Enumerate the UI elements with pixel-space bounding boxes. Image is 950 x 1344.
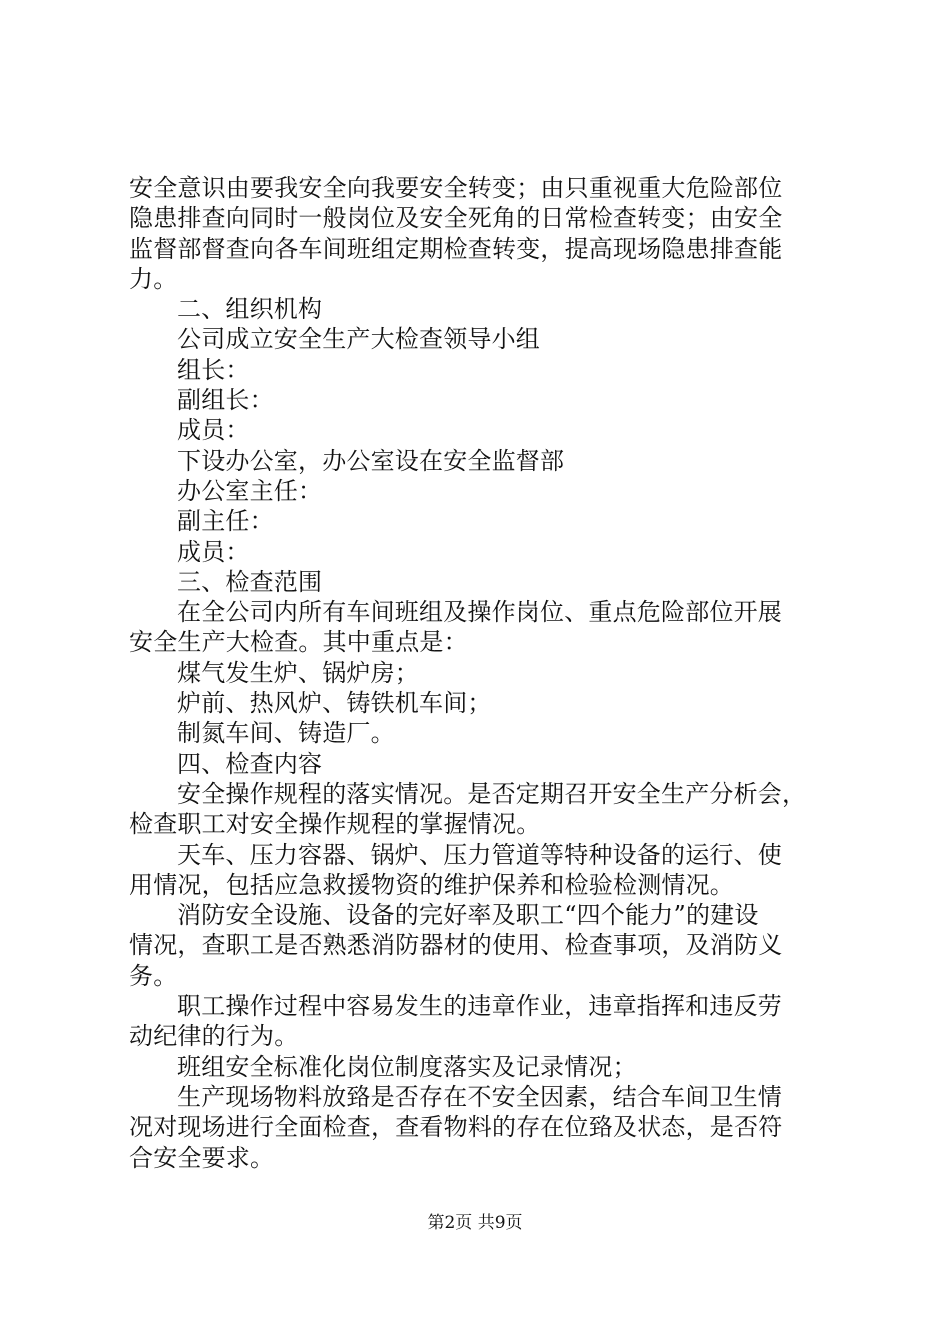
body-line-30: 班组安全标准化岗位制度落实及记录情况； <box>177 1052 637 1081</box>
body-line-10: 下设办公室，办公室设在安全监督部 <box>177 446 565 475</box>
body-line-4: 力。 <box>129 264 178 293</box>
section-heading-content: 四、检查内容 <box>177 749 323 778</box>
body-line-3: 监督部督查向各车间班组定期检查转变，提高现场隐患排查能 <box>129 234 783 263</box>
page-number-footer: 第2页 共9页 <box>427 1213 523 1233</box>
body-line-19: 制氮车间、铸造厂。 <box>177 719 395 748</box>
body-line-27: 务。 <box>129 961 178 990</box>
body-line-24: 用情况，包括应急救援物资的维护保养和检验检测情况。 <box>129 870 734 899</box>
document-body <box>129 173 834 1173</box>
section-heading-organization: 二、组织机构 <box>177 295 323 324</box>
body-line-1: 安全意识由要我安全向我要安全转变；由只重视重大危险部位 <box>129 174 783 202</box>
body-line-28: 职工操作过程中容易发生的违章作业，违章指挥和违反劳 <box>177 992 782 1021</box>
body-line-13: 成员： <box>177 537 250 566</box>
body-line-25: 消防安全设施、设备的完好率及职工“四个能力”的建设 <box>177 901 759 930</box>
body-line-18: 炉前、热风炉、铸铁机车间； <box>177 689 492 718</box>
body-line-31: 生产现场物料放臵是否存在不安全因素，结合车间卫生情 <box>177 1082 782 1111</box>
body-line-2: 隐患排查向同时一般岗位及安全死角的日常检查转变；由安全 <box>129 204 783 233</box>
body-line-22: 检查职工对安全操作规程的掌握情况。 <box>129 810 541 839</box>
section-heading-scope: 三、检查范围 <box>177 567 323 596</box>
body-line-7: 组长： <box>177 355 250 384</box>
body-line-29: 动纪律的行为。 <box>129 1022 299 1051</box>
body-line-6: 公司成立安全生产大检查领导小组 <box>177 325 540 354</box>
body-line-15: 在全公司内所有车间班组及操作岗位、重点危险部位开展 <box>177 598 782 627</box>
body-line-16: 安全生产大检查。其中重点是： <box>129 628 468 657</box>
body-line-23: 天车、压力容器、锅炉、压力管道等特种设备的运行、使 <box>177 840 782 869</box>
body-line-9: 成员： <box>177 416 250 445</box>
body-line-11: 办公室主任： <box>177 476 323 505</box>
body-line-32: 况对现场进行全面检查，查看物料的存在位臵及状态，是否符 <box>129 1113 783 1142</box>
body-line-26: 情况，查职工是否熟悉消防器材的使用、检查事项，及消防义 <box>129 931 783 960</box>
body-line-33: 合安全要求。 <box>129 1143 275 1172</box>
body-line-8: 副组长： <box>177 386 274 415</box>
body-line-12: 副主任： <box>177 507 274 536</box>
body-line-17: 煤气发生炉、锅炉房； <box>177 658 419 687</box>
body-line-21: 安全操作规程的落实情况。是否定期召开安全生产分析会， <box>177 779 807 808</box>
